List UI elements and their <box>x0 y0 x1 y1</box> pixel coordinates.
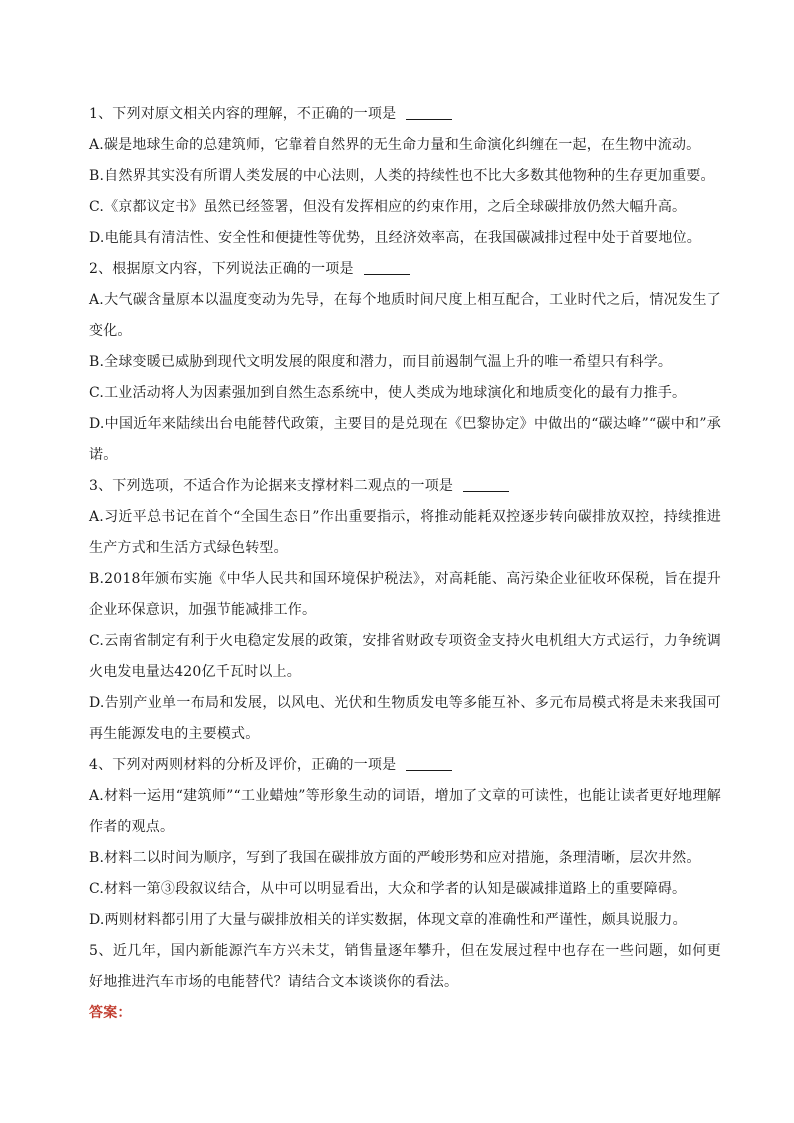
question-3-option-a: A.习近平总书记在首个“全国生态日”作出重要指示，将推动能耗双控逐步转向碳排放双控，持续推进生产方式和生活方式绿色转型。 <box>89 509 721 556</box>
answer-label: 答案： <box>89 1005 132 1021</box>
document-body <box>89 99 729 1029</box>
question-2-option-a: A.大气碳含量原本以温度变动为先导，在每个地质时间尺度上相互配合，工业时代之后，情况发生了变化。 <box>89 292 721 339</box>
answer-blank <box>364 260 410 275</box>
answer-blank <box>463 477 509 492</box>
question-1-option-d: D.电能具有清洁性、安全性和便捷性等优势，且经济效率高，在我国碳减排过程中处于首要地位。 <box>89 230 701 246</box>
question-1-option-b: B.自然界其实没有所谓人类发展的中心法则，人类的持续性也不比大多数其他物种的生存更加重要。 <box>89 168 715 184</box>
question-4-option-c: C.材料一第③段叙议结合，从中可以明显看出，大众和学者的认知是碳减排道路上的重要障碍。 <box>89 881 687 897</box>
answer-blank <box>406 105 452 120</box>
question-2-option-c: C.工业活动将人为因素强加到自然生态系统中，使人类成为地球演化和地质变化的最有力推手。 <box>89 385 687 401</box>
question-1-option-a: A.碳是地球生命的总建筑师，它靠着自然界的无生命力量和生命演化纠缠在一起，在生物中流动。 <box>89 137 701 153</box>
question-2-option-b: B.全球变暖已威胁到现代文明发展的限度和潜力，而目前遏制气温上升的唯一希望只有科学。 <box>89 354 673 370</box>
question-4-option-a: A.材料一运用“建筑师”“工业蜡烛”等形象生动的词语，增加了文章的可读性，也能让读者更好地理解作者的观点。 <box>89 788 721 835</box>
question-5-stem: 5、近几年，国内新能源汽车方兴未艾，销售量逐年攀升，但在发展过程中也存在一些问题，如何更好地推进汽车市场的电能替代？请结合文本谈谈你的看法。 <box>89 943 721 990</box>
question-1-stem: 1、下列对原文相关内容的理解，不正确的一项是 <box>89 99 729 130</box>
question-3-stem: 3、下列选项，不适合作为论据来支撑材料二观点的一项是 <box>89 471 729 502</box>
question-3-option-c: C.云南省制定有利于火电稳定发展的政策，安排省财政专项资金支持火电机组大方式运行，力争统调火电发电量达420亿千瓦时以上。 <box>89 633 721 680</box>
answer-blank <box>406 756 452 771</box>
question-2-option-d: D.中国近年来陆续出台电能替代政策，主要目的是兑现在《巴黎协定》中做出的“碳达峰”“碳中和”承诺。 <box>89 416 721 463</box>
question-3-option-b: B.2018年颁布实施《中华人民共和国环境保护税法》，对高耗能、高污染企业征收环保税，旨在提升企业环保意识，加强节能减排工作。 <box>89 571 721 618</box>
question-3-option-d: D.告别产业单一布局和发展，以风电、光伏和生物质发电等多能互补、多元布局模式将是未来我国可再生能源发电的主要模式。 <box>89 695 721 742</box>
question-4-stem: 4、下列对两则材料的分析及评价，正确的一项是 <box>89 750 729 781</box>
question-2-stem: 2、根据原文内容，下列说法正确的一项是 <box>89 254 729 285</box>
question-4-option-d: D.两则材料都引用了大量与碳排放相关的详实数据，体现文章的准确性和严谨性，颇具说服力。 <box>89 912 687 928</box>
question-4-option-b: B.材料二以时间为顺序，写到了我国在碳排放方面的严峻形势和应对措施，条理清晰，层次井然。 <box>89 850 701 866</box>
question-1-option-c: C.《京都议定书》虽然已经签署，但没有发挥相应的约束作用，之后全球碳排放仍然大幅升高。 <box>89 199 687 215</box>
